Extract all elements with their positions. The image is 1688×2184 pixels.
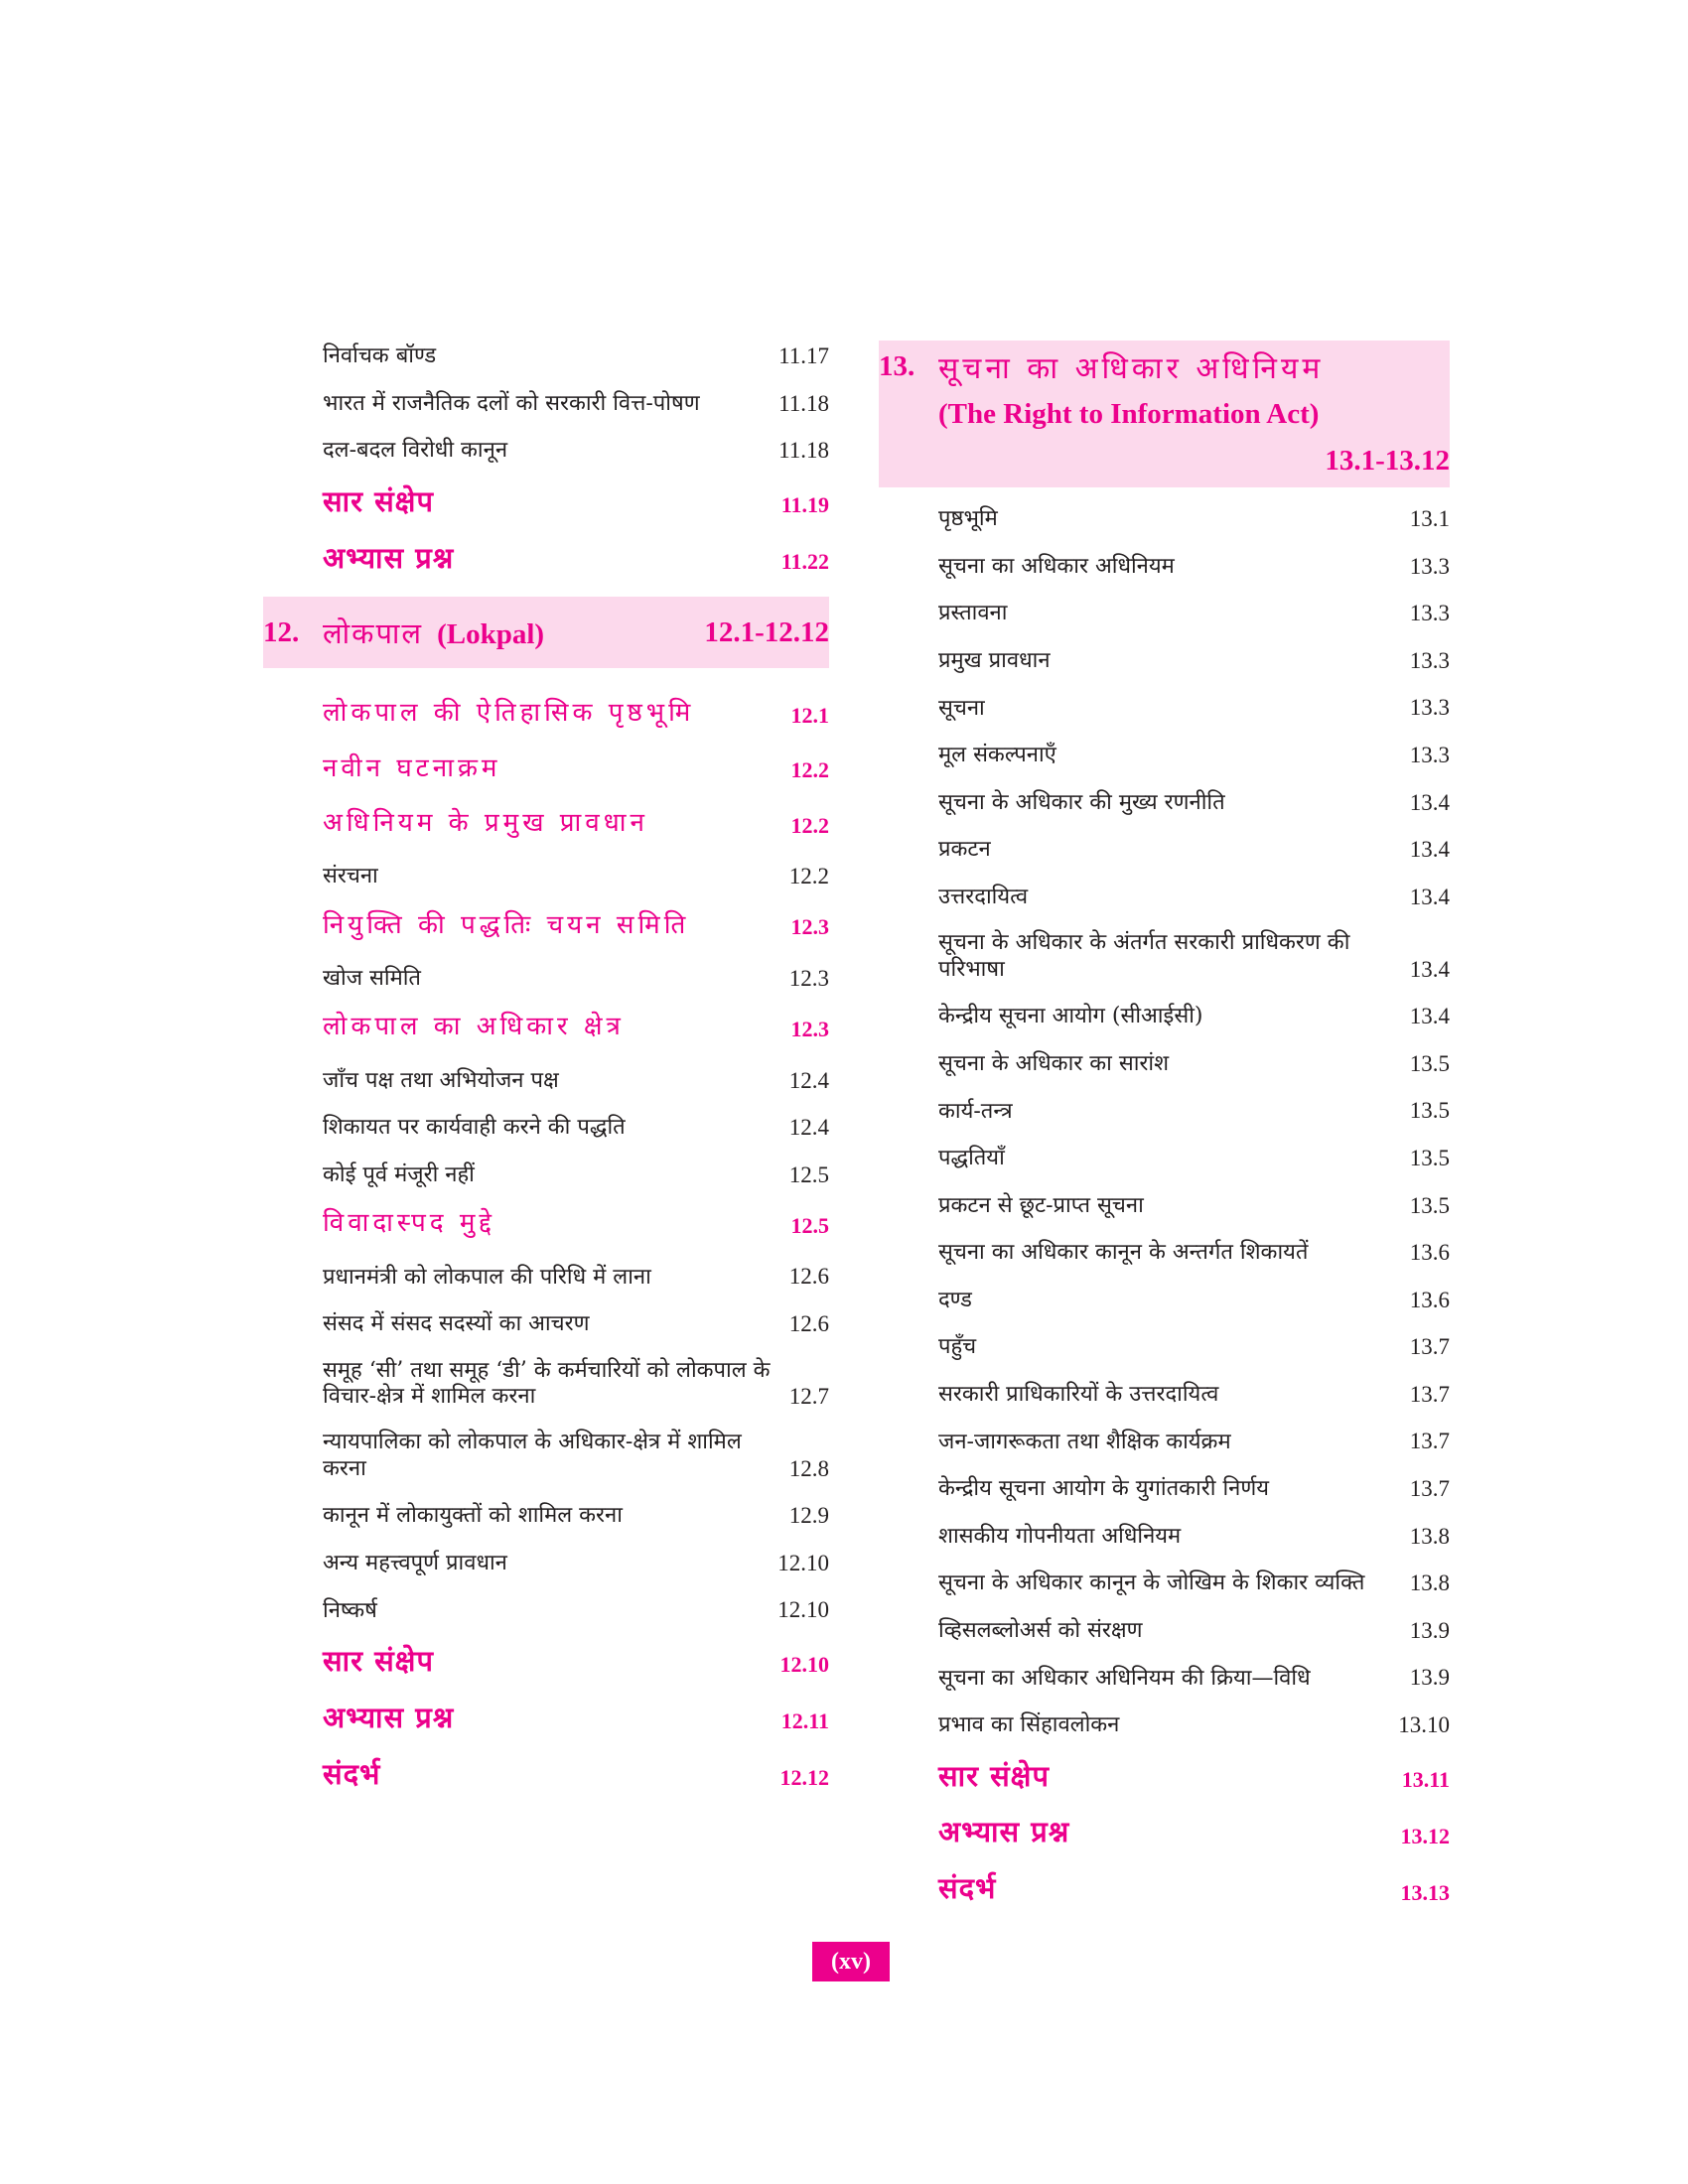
toc-entry-page: 11.19: [780, 492, 829, 518]
toc-entry: [879, 1428, 1450, 1455]
chapter-title: [323, 614, 704, 652]
toc-entry-title: दण्ड: [938, 1287, 972, 1312]
toc-entry-title: दल-बदल विरोधी कानून: [323, 438, 508, 464]
toc-entry: [263, 1358, 829, 1411]
chapter-pages: 13.1-13.12: [1325, 445, 1450, 477]
toc-entry-page: 13.4: [1409, 1004, 1450, 1029]
toc-entry-title: पद्धतियाँ: [938, 1146, 1005, 1171]
toc-entry: [879, 1145, 1450, 1172]
toc-entry: [263, 1644, 829, 1679]
toc-entry-page: 12.10: [777, 1597, 829, 1623]
toc-entry-page: 13.3: [1409, 647, 1450, 673]
page-number: (xv): [812, 1942, 890, 1981]
toc-entry-title: संरचना: [323, 864, 378, 889]
toc-entry: [879, 1239, 1450, 1267]
toc-entry: [879, 1815, 1450, 1849]
toc-entry-title: कानून में लोकायुक्तों को शामिल करना: [323, 1503, 623, 1529]
chapter-13-entries: [879, 505, 1450, 1906]
right-column: [879, 342, 1450, 1928]
toc-entry: [879, 1664, 1450, 1692]
chapter-12-header: [263, 597, 829, 668]
toc-entry-page: 12.9: [788, 1503, 829, 1529]
toc-entry-page: 12.8: [788, 1455, 829, 1481]
toc-entry-title: नियुक्ति की पद्धतिः चयन समिति: [323, 909, 690, 940]
chapter-title-english: (Lokpal): [437, 617, 545, 650]
toc-entry-page: 13.5: [1409, 1050, 1450, 1076]
toc-entry: [879, 1192, 1450, 1220]
toc-entry-page: 13.5: [1409, 1098, 1450, 1124]
toc-entry-page: 11.17: [778, 343, 829, 368]
toc-entry: [263, 965, 829, 993]
toc-entry-title: प्रधानमंत्री को लोकपाल की परिधि में लाना: [323, 1264, 651, 1290]
toc-entry-page: 13.3: [1409, 553, 1450, 579]
toc-entry-page: 13.5: [1409, 1192, 1450, 1218]
toc-entry: [879, 1097, 1450, 1125]
toc-entry-title: व्हिसलब्लोअर्स को संरक्षण: [938, 1618, 1143, 1644]
toc-entry-page: 12.10: [779, 1652, 829, 1678]
toc-entry-page: 13.4: [1409, 956, 1450, 982]
toc-entry: [263, 698, 829, 729]
toc-entry-title: खोज समिति: [323, 965, 421, 991]
toc-entry: [263, 1757, 829, 1792]
toc-entry: [263, 1502, 829, 1530]
toc-entry-title: सूचना के अधिकार की मुख्य रणनीति: [938, 789, 1225, 815]
toc-entry-page: 12.6: [788, 1311, 829, 1337]
toc-entry: [879, 1570, 1450, 1597]
chapter-number: 13.: [879, 350, 915, 382]
toc-entry-title: जन-जागरूकता तथा शैक्षिक कार्यक्रम: [938, 1429, 1231, 1454]
toc-entry: [263, 1701, 829, 1735]
toc-entry-title: अभ्यास प्रश्न: [323, 540, 455, 575]
toc-entry: [263, 1550, 829, 1577]
toc-entry-page: 12.2: [788, 863, 829, 888]
toc-entry: [879, 505, 1450, 533]
toc-entry-title: सार संक्षेप: [323, 483, 434, 518]
toc-entry-page: 11.22: [780, 548, 829, 574]
toc-entry: [263, 437, 829, 465]
toc-entry: [263, 1596, 829, 1624]
toc-entry-title: भारत में राजनैतिक दलों को सरकारी वित्त-पोषण: [323, 390, 700, 416]
toc-entry-page: 13.9: [1409, 1617, 1450, 1643]
toc-entry-title: संदर्भ: [323, 1756, 381, 1791]
toc-entry: [879, 1333, 1450, 1361]
toc-entry: [263, 910, 829, 941]
toc-entry: [879, 1287, 1450, 1314]
toc-entry-title: शिकायत पर कार्यवाही करने की पद्धति: [323, 1115, 626, 1141]
toc-entry-page: 13.7: [1409, 1334, 1450, 1360]
chapter-title-hindi: सूचना का अधिकार अधिनियम: [938, 351, 1325, 386]
toc-entry-page: 12.2: [790, 757, 829, 783]
left-column: [263, 342, 829, 1813]
toc-entry-page: 12.5: [790, 1213, 829, 1239]
toc-entry: [879, 1003, 1450, 1030]
toc-entry: [879, 1711, 1450, 1739]
toc-entry: [263, 808, 829, 839]
toc-entry-page: 12.2: [790, 812, 829, 838]
toc-entry-title: निर्वाचक बॉण्ड: [323, 343, 437, 369]
toc-entry-page: 12.12: [779, 1765, 829, 1790]
toc-entry-title: सार संक्षेप: [938, 1758, 1050, 1793]
toc-entry-page: 13.7: [1409, 1476, 1450, 1502]
toc-entry-page: 13.3: [1409, 742, 1450, 767]
toc-entry-title: विवादास्पद मुद्दे: [323, 1208, 496, 1239]
toc-entry: [879, 647, 1450, 675]
toc-entry: [879, 694, 1450, 722]
toc-entry-title: प्रकटन: [938, 837, 991, 863]
toc-entry-page: 12.10: [777, 1550, 829, 1575]
toc-entry-title: सूचना के अधिकार कानून के जोखिम के शिकार व्यक्ति: [938, 1570, 1365, 1596]
toc-entry: [263, 484, 829, 519]
toc-entry-page: 12.1: [790, 703, 829, 729]
toc-entry-page: 12.4: [788, 1067, 829, 1093]
toc-entry-page: 13.3: [1409, 695, 1450, 721]
toc-entry-page: 13.8: [1409, 1570, 1450, 1596]
toc-entry-title: सूचना के अधिकार का सारांश: [938, 1050, 1170, 1076]
toc-entry-page: 13.4: [1409, 789, 1450, 815]
toc-entry-page: 11.18: [778, 390, 829, 416]
toc-entry-page: 12.11: [780, 1708, 829, 1734]
toc-entry-title: उत्तरदायित्व: [938, 884, 1029, 909]
toc-entry: [879, 1617, 1450, 1645]
toc-entry-title: संसद में संसद सदस्यों का आचरण: [323, 1311, 590, 1337]
chapter-11-tail: [263, 342, 829, 575]
toc-entry-page: 13.11: [1401, 1767, 1450, 1793]
toc-entry-page: 12.3: [790, 914, 829, 940]
toc-entry: [263, 753, 829, 784]
toc-entry: [879, 1523, 1450, 1551]
toc-entry-page: 13.7: [1409, 1381, 1450, 1407]
toc-entry: [263, 1310, 829, 1338]
toc-entry-title: लोकपाल की ऐतिहासिक पृष्ठभूमि: [323, 698, 695, 729]
toc-entry-title: सूचना का अधिकार अधिनियम की क्रिया—विधि: [938, 1665, 1311, 1691]
toc-entry-title: कोई पूर्व मंजूरी नहीं: [323, 1161, 475, 1187]
chapter-12-entries: [263, 698, 829, 1791]
toc-entry-title: शासकीय गोपनीयता अधिनियम: [938, 1523, 1182, 1549]
toc-entry-page: 13.12: [1400, 1823, 1450, 1848]
toc-entry: [263, 541, 829, 576]
toc-entry-title: कार्य-तन्त्र: [938, 1098, 1013, 1124]
toc-entry-page: 12.5: [788, 1161, 829, 1187]
toc-entry: [879, 1759, 1450, 1794]
chapter-13-header: [879, 341, 1450, 487]
toc-entry-title: जाँच पक्ष तथा अभियोजन पक्ष: [323, 1067, 559, 1093]
toc-entry: [263, 1114, 829, 1142]
toc-entry-page: 12.3: [788, 965, 829, 991]
toc-entry-page: 13.6: [1409, 1287, 1450, 1312]
toc-entry: [879, 742, 1450, 769]
toc-entry: [263, 1263, 829, 1291]
toc-entry: [879, 553, 1450, 581]
toc-entry: [263, 1012, 829, 1042]
toc-entry: [263, 342, 829, 370]
toc-entry-title: प्रकटन से छूट-प्राप्त सूचना: [938, 1192, 1144, 1218]
toc-entry-page: 13.9: [1409, 1665, 1450, 1691]
toc-entry-page: 12.4: [788, 1115, 829, 1141]
toc-entry-title: सार संक्षेप: [323, 1644, 434, 1678]
toc-entry: [879, 884, 1450, 911]
toc-entry: [263, 1208, 829, 1239]
toc-entry-title: लोकपाल का अधिकार क्षेत्र: [323, 1012, 625, 1042]
toc-entry: [263, 1161, 829, 1189]
toc-entry-title: पृष्ठभूमि: [938, 506, 998, 532]
toc-entry-page: 12.6: [788, 1264, 829, 1290]
toc-entry-title: मूल संकल्पनाएँ: [938, 743, 1056, 768]
toc-entry-title: नवीन घटनाक्रम: [323, 752, 501, 783]
toc-entry-page: 13.10: [1398, 1712, 1450, 1738]
toc-entry-title: निष्कर्ष: [323, 1597, 377, 1623]
toc-entry-page: 13.6: [1409, 1240, 1450, 1266]
toc-entry-title: सूचना का अधिकार कानून के अन्तर्गत शिकायतें: [938, 1240, 1309, 1266]
toc-entry-title: प्रभाव का सिंहावलोकन: [938, 1712, 1120, 1738]
toc-entry-page: 11.18: [778, 438, 829, 464]
toc-entry-page: 12.7: [788, 1383, 829, 1409]
toc-entry-title: पहुँच: [938, 1334, 977, 1360]
toc-entry-title: अभ्यास प्रश्न: [938, 1815, 1070, 1849]
toc-entry: [263, 863, 829, 890]
toc-entry-title: केन्द्रीय सूचना आयोग (सीआईसी): [938, 1004, 1203, 1029]
toc-entry: [879, 1475, 1450, 1503]
toc-entry: [879, 789, 1450, 817]
chapter-pages: 12.1-12.12: [704, 615, 829, 648]
toc-entry: [879, 930, 1450, 983]
toc-entry-page: 13.4: [1409, 837, 1450, 863]
toc-entry-title: सरकारी प्राधिकारियों के उत्तरदायित्व: [938, 1382, 1219, 1408]
toc-entry-title: अधिनियम के प्रमुख प्रावधान: [323, 807, 648, 838]
toc-entry: [879, 600, 1450, 627]
toc-entry-page: 13.8: [1409, 1523, 1450, 1549]
toc-entry: [879, 1050, 1450, 1078]
chapter-number: 12.: [263, 615, 300, 648]
toc-entry: [263, 1067, 829, 1095]
toc-entry: [263, 1430, 829, 1482]
toc-entry-title: सूचना का अधिकार अधिनियम: [938, 553, 1175, 579]
toc-entry: [263, 390, 829, 418]
toc-entry-page: 13.7: [1409, 1429, 1450, 1454]
toc-entry-page: 13.1: [1409, 506, 1450, 531]
toc-entry-page: 13.4: [1409, 884, 1450, 909]
chapter-title-hindi: लोकपाल: [323, 615, 424, 650]
toc-entry-title: केन्द्रीय सूचना आयोग के युगांतकारी निर्णय: [938, 1476, 1270, 1502]
toc-entry-title: अन्य महत्त्वपूर्ण प्रावधान: [323, 1551, 507, 1576]
toc-entry-title: संदर्भ: [938, 1871, 997, 1906]
toc-entry-title: अभ्यास प्रश्न: [323, 1700, 455, 1734]
toc-entry-page: 13.3: [1409, 601, 1450, 626]
toc-entry-page: 13.5: [1409, 1145, 1450, 1170]
toc-entry: [879, 1871, 1450, 1906]
toc-entry-title: सूचना: [938, 695, 985, 721]
toc-entry-title: समूह ‘सी’ तथा समूह ‘डी’ के कर्मचारियों को लोकपाल के विचार-क्षेत्र में शामिल करना: [323, 1357, 771, 1410]
toc-entry-title: न्यायपालिका को लोकपाल के अधिकार-क्षेत्र में शामिल करना: [323, 1430, 742, 1481]
toc-entry-page: 13.13: [1400, 1879, 1450, 1905]
toc-entry-title: प्रस्तावना: [938, 601, 1008, 626]
toc-entry: [879, 836, 1450, 864]
toc-entry-page: 12.3: [790, 1017, 829, 1042]
toc-entry: [879, 1381, 1450, 1409]
toc-entry-title: सूचना के अधिकार के अंतर्गत सरकारी प्राधिकरण की परिभाषा: [938, 930, 1350, 982]
toc-entry-title: प्रमुख प्रावधान: [938, 647, 1051, 673]
chapter-title-english: (The Right to Information Act): [938, 398, 1320, 430]
